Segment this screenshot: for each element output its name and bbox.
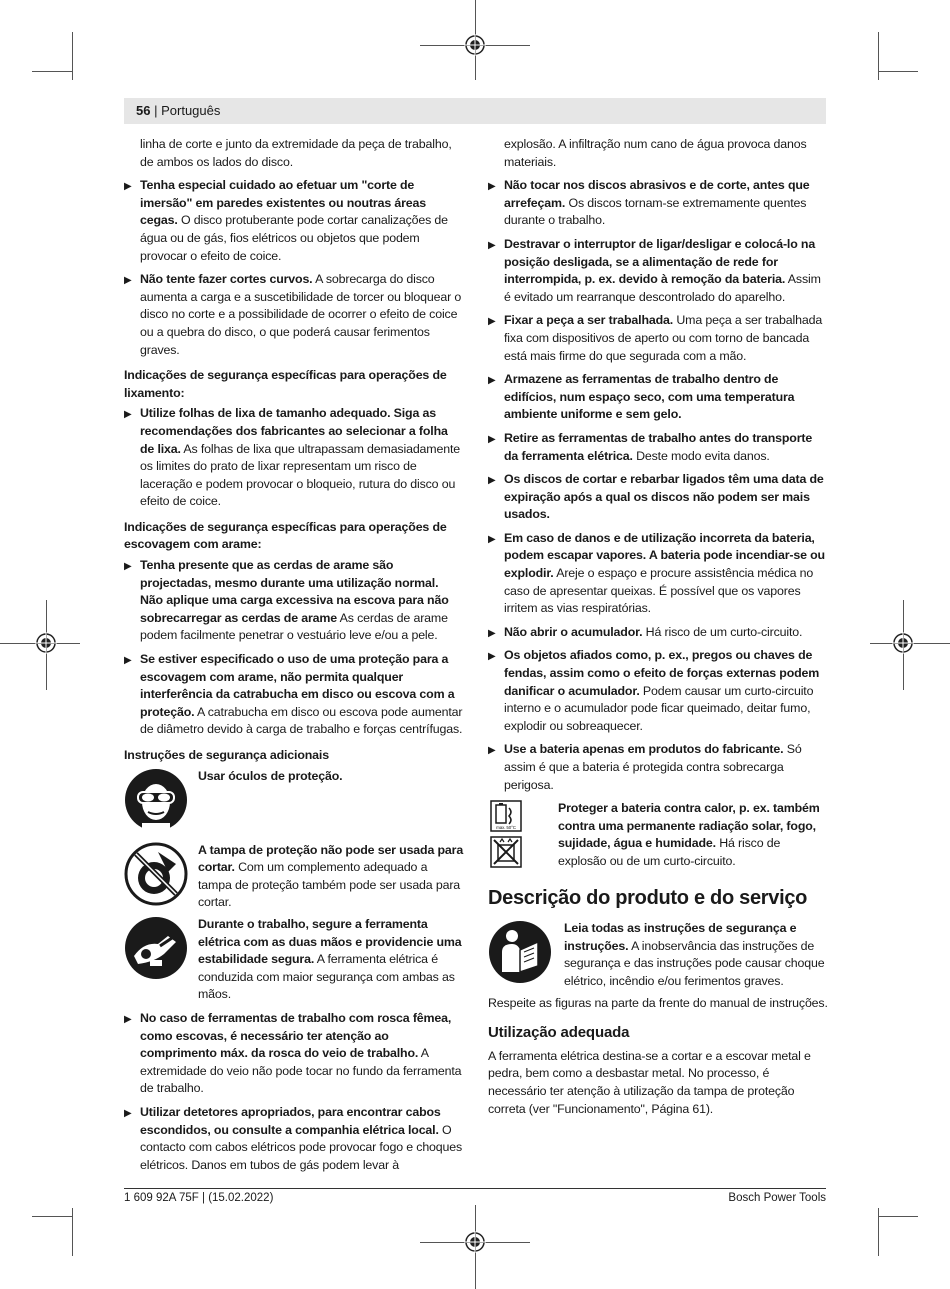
bullet-arrow-icon: ▶ xyxy=(488,533,496,545)
left-column xyxy=(124,136,464,1180)
bullet-arrow-icon: ▶ xyxy=(488,239,496,251)
list-item xyxy=(124,405,464,511)
crop-mark xyxy=(72,1208,73,1256)
section-heading: Indicações de segurança específicas para operações de lixamento: xyxy=(124,368,447,400)
bullet-arrow-icon: ▶ xyxy=(124,409,132,421)
list-item xyxy=(488,624,828,642)
page-header xyxy=(124,98,826,124)
list-item xyxy=(488,177,828,230)
icon-text-bold: Usar óculos de proteção. xyxy=(198,768,343,783)
battery-warning-row xyxy=(488,800,828,872)
icon-text: A ferramenta elétrica é conduzida com maior segurança com ambas as mãos. xyxy=(198,952,455,1002)
bullet-bold: Os objetos afiados como, p. ex., pregos ou chaves de fendas, assim como o efeito de forças externas podem danificar o acumulador. xyxy=(504,648,820,698)
registration-mark-icon xyxy=(464,1231,486,1253)
icon-text: Com um complemento adequado a tampa de proteção também pode ser usada para cortar. xyxy=(198,860,461,910)
bullet-arrow-icon: ▶ xyxy=(124,655,132,667)
bullet-arrow-icon: ▶ xyxy=(124,275,132,287)
battery-heat-icon xyxy=(490,800,522,832)
icon-text-bold: Durante o trabalho, segure a ferramenta elétrica com as duas mãos e providencie uma estabilidade segura. xyxy=(198,916,462,967)
bullet-arrow-icon: ▶ xyxy=(488,627,496,639)
bullet-bold: Fixar a peça a ser trabalhada. xyxy=(504,313,674,328)
battery-icon-label: max. 50°C xyxy=(496,825,516,831)
footer-doc-number: 1 609 92A 75F | (15.02.2022) xyxy=(124,1192,274,1204)
bullet-text: Areje o espaço e procure assistência médica no caso de apresentar queixas. É possível que os vapores irritem as vias respiratórias. xyxy=(504,566,814,616)
list-item xyxy=(488,530,828,618)
bullet-bold: Se estiver especificado o uso de uma proteção para a escovagem com arame, não permita qualquer interferência da catrabucha em disco ou escova com a proteção. xyxy=(140,652,455,719)
bullet-bold: Destravar o interruptor de ligar/desligar e colocá-lo na posição desligada, se a alimentação de rede for interrompida, p. ex. devido à remoção da bateria. xyxy=(504,236,816,287)
bullet-text: Só assim é que a bateria é protegida contra sobrecarga perigosa. xyxy=(504,742,802,792)
paragraph: A ferramenta elétrica destina-se a cortar e a escovar metal e pedra, bem como a desbastar metal. No processo, é necessário ter atenção à utilização da tampa de proteção correta (ver "Funcionamento", Página 61). xyxy=(488,1048,811,1116)
crop-mark xyxy=(878,71,918,72)
header-separator: | xyxy=(154,103,158,118)
bullet-arrow-icon: ▶ xyxy=(488,433,496,445)
list-item xyxy=(124,177,464,265)
bullet-text: Os discos tornam-se extremamente quentes durante o trabalho. xyxy=(504,195,807,228)
bullet-text: Assim é evitado um rearranque descontrolado do aparelho. xyxy=(504,272,821,304)
list-item xyxy=(124,271,464,359)
list-item xyxy=(124,1010,464,1098)
section-title: Descrição do produto e do serviço xyxy=(488,887,808,910)
safety-icon-row xyxy=(124,842,464,912)
list-item xyxy=(488,471,828,524)
bullet-bold: No caso de ferramentas de trabalho com rosca fêmea, como escovas, é necessário ter atenção ao comprimento máx. da rosca do veio de trabalho. xyxy=(140,1010,452,1061)
bullet-arrow-icon: ▶ xyxy=(124,1013,132,1025)
read-manual-row xyxy=(488,920,828,990)
bullet-bold: Utilize folhas de lixa de tamanho adequado. Siga as recomendações dos fabricantes ao selecionar a folha de lixa. xyxy=(140,406,448,456)
bullet-arrow-icon: ▶ xyxy=(488,375,496,387)
bullet-bold: Use a bateria apenas em produtos do fabricante. xyxy=(504,742,784,757)
page-number: 56 xyxy=(136,103,151,118)
bullet-text: Uma peça a ser trabalhada fixa com dispositivos de aperto ou com torno de bancada está mais firme do que segurada com a mão. xyxy=(504,313,823,363)
bullet-text: As folhas de lixa que ultrapassam demasiadamente os limites do prato de lixar representam um risco de laceração e podem provocar o bloqueio, rutura do disco ou efeito de coice. xyxy=(140,441,460,509)
crop-mark xyxy=(32,1216,72,1217)
list-item xyxy=(124,557,464,645)
bullet-arrow-icon: ▶ xyxy=(124,1107,132,1119)
bullet-bold: Tenha presente que as cerdas de arame são projectadas, mesmo durante uma utilização normal. Não aplique uma carga excessiva na escova para não sobrecarregar as cerdas de arame xyxy=(140,558,449,625)
read-manual-icon xyxy=(488,920,552,984)
right-column xyxy=(488,136,828,1124)
registration-mark-icon xyxy=(892,632,914,654)
bullet-bold: Os discos de cortar e rebarbar ligados têm uma data de expiração após a qual os discos não podem ser mais usados. xyxy=(504,472,824,522)
bullet-arrow-icon: ▶ xyxy=(488,316,496,328)
bullet-text: Podem causar um curto-circuito interno e o acumulador pode ficar queimado, deitar fumo, explodir ou sobreaquecer. xyxy=(504,683,814,733)
bullet-bold: Tenha especial cuidado ao efetuar um "corte de imersão" em paredes existentes ou noutras áreas cegas. xyxy=(140,178,427,228)
icon-text-bold: Proteger a bateria contra calor, p. ex. também contra uma permanente radiação solar, fogo, sujidade, água e humidade. xyxy=(558,801,820,851)
bullet-arrow-icon: ▶ xyxy=(488,181,496,193)
section-heading: Indicações de segurança específicas para operações de escovagem com arame: xyxy=(124,519,447,552)
safety-goggles-icon xyxy=(124,768,188,832)
safety-icon-row xyxy=(124,916,464,1004)
section-heading: Instruções de segurança adicionais xyxy=(124,748,329,762)
paragraph: linha de corte e junto da extremidade da peça de trabalho, de ambos os lados do disco. xyxy=(140,137,452,169)
paragraph: explosão. A infiltração num cano de água provoca danos materiais. xyxy=(504,137,807,169)
icon-text-bold: Leia todas as instruções de segurança e instruções. xyxy=(564,921,797,953)
list-item xyxy=(488,741,828,794)
crop-mark xyxy=(878,1216,918,1217)
subsection-title: Utilização adequada xyxy=(488,1024,630,1042)
icon-text: A inobservância das instruções de segurança e das instruções pode causar choque elétrico, incêndio e/ou ferimentos graves. xyxy=(564,938,825,988)
battery-no-water-icon xyxy=(490,836,522,868)
header-language: Português xyxy=(161,103,221,118)
list-item xyxy=(488,371,828,424)
bullet-text: Há risco de um curto-circuito. xyxy=(642,624,803,639)
no-cutting-guard-icon xyxy=(124,842,188,906)
icon-text: Há risco de explosão ou de um curto-circuito. xyxy=(558,836,781,868)
paragraph: Respeite as figuras na parte da frente do manual de instruções. xyxy=(488,995,828,1010)
bullet-arrow-icon: ▶ xyxy=(124,561,132,573)
registration-mark-icon xyxy=(464,34,486,56)
list-item xyxy=(124,651,464,739)
bullet-bold: Retire as ferramentas de trabalho antes do transporte da ferramenta elétrica. xyxy=(504,430,813,463)
bullet-arrow-icon: ▶ xyxy=(488,651,496,663)
bullet-bold: Não tente fazer cortes curvos. xyxy=(140,272,313,287)
icon-text-bold: A tampa de proteção não pode ser usada para cortar. xyxy=(198,842,464,875)
bullet-text: O contacto com cabos elétricos pode provocar fogo e choques elétricos. Danos em tubos de gás podem levar à xyxy=(140,1122,463,1172)
footer-rule xyxy=(124,1188,826,1189)
bullet-text: As cerdas de arame podem facilmente penetrar o vestuário leve e/ou a pele. xyxy=(140,610,448,643)
bullet-bold: Em caso de danos e de utilização incorreta da bateria, podem escapar vapores. A bateria pode incendiar-se ou explodir. xyxy=(504,530,825,581)
bullet-bold: Não abrir o acumulador. xyxy=(504,624,643,639)
bullet-text: A extremidade do veio não pode tocar no fundo da ferramenta de trabalho. xyxy=(140,1046,462,1096)
bullet-text: Deste modo evita danos. xyxy=(632,448,770,463)
crop-mark xyxy=(72,32,73,80)
bullet-text: A catrabucha em disco ou escova pode aumentar de diâmetro devido à carga de trabalho e forças centrífugas. xyxy=(140,704,463,737)
bullet-bold: Utilizar detetores apropriados, para encontrar cabos escondidos, ou consulte a companhia elétrica local. xyxy=(140,1104,441,1137)
registration-mark-icon xyxy=(35,632,57,654)
bullet-text: A sobrecarga do disco aumenta a carga e a suscetibilidade de torcer ou bloquear o disco no corte e a possibilidade de ocorrer o efeito de coice ou a quebra do disco, o que poderá causar ferimentos graves. xyxy=(140,272,462,357)
bullet-arrow-icon: ▶ xyxy=(124,181,132,193)
bullet-arrow-icon: ▶ xyxy=(488,745,496,757)
bullet-text: O disco protuberante pode cortar canalizações de água ou de gás, fios elétricos ou objetos que podem provocar o efeito de coice. xyxy=(140,213,448,263)
crop-mark xyxy=(878,32,879,80)
crop-mark xyxy=(32,71,72,72)
bullet-arrow-icon: ▶ xyxy=(488,475,496,487)
footer-brand: Bosch Power Tools xyxy=(728,1192,826,1204)
bullet-bold: Não tocar nos discos abrasivos e de corte, antes que arrefeçam. xyxy=(504,178,810,210)
two-hands-icon xyxy=(124,916,188,980)
page-header-text xyxy=(136,103,220,118)
list-item xyxy=(488,312,828,365)
bullet-bold: Armazene as ferramentas de trabalho dentro de edifícios, num espaço seco, com uma temperatura ambiente uniforme e sem gelo. xyxy=(504,372,795,422)
list-item xyxy=(488,236,828,306)
list-item xyxy=(488,430,828,465)
list-item xyxy=(488,647,828,735)
list-item xyxy=(124,1104,464,1174)
safety-icon-row xyxy=(124,768,464,834)
